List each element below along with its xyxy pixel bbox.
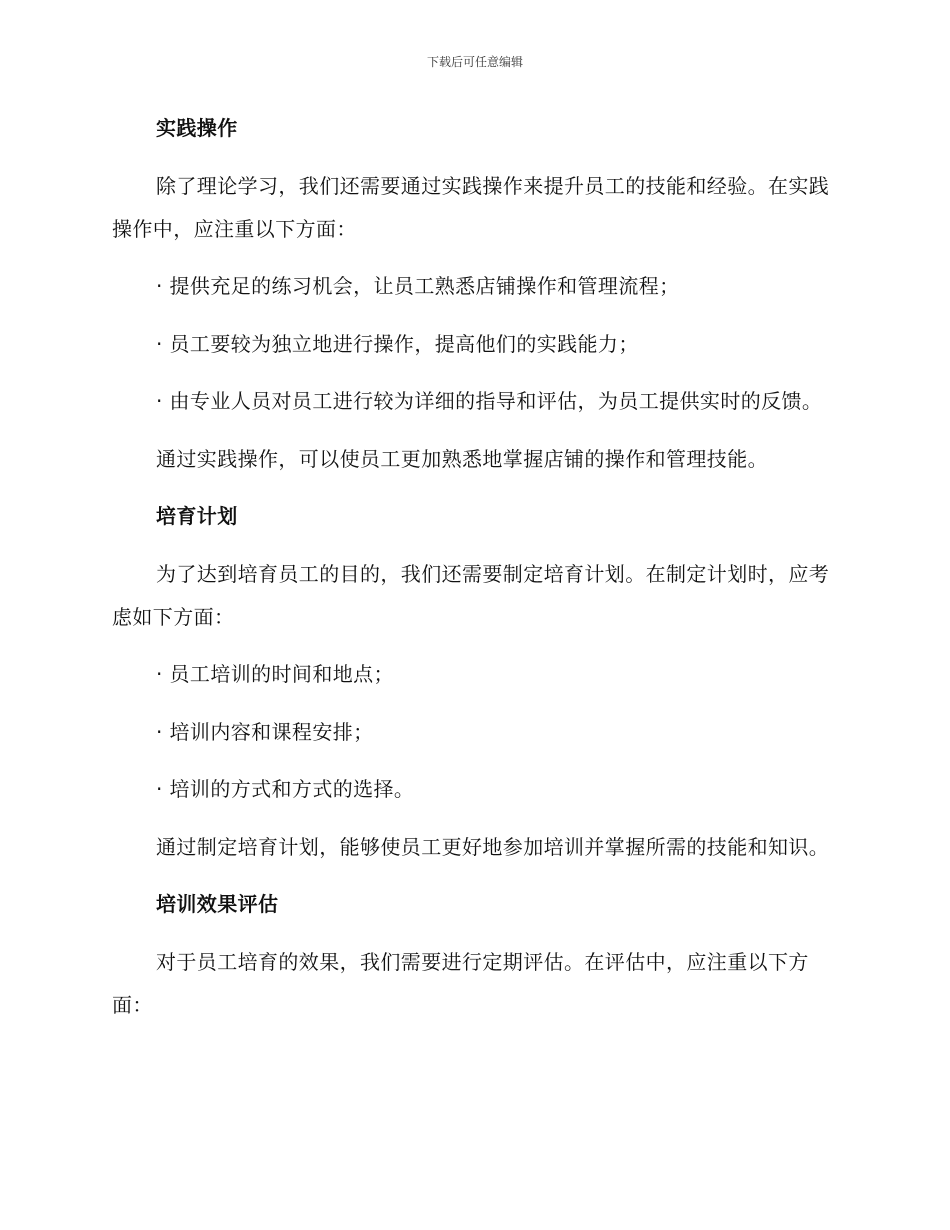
section-heading-practice: 实践操作 <box>156 116 238 140</box>
paragraph-plan-summary: 通过制定培育计划，能够使员工更好地参加培训并掌握所需的技能和知识。 <box>156 834 830 859</box>
paragraph-practice-intro: 除了理论学习，我们还需要通过实践操作来提升员工的技能和经验。在实践操作中，应注重以下方面： <box>112 173 830 241</box>
page-header: 下载后可任意编辑 <box>426 55 523 69</box>
bullet-item: · 员工要较为独立地进行操作，提高他们的实践能力； <box>156 331 639 356</box>
section-heading-evaluation: 培训效果评估 <box>156 892 279 916</box>
paragraph-practice-summary: 通过实践操作，可以使员工更加熟悉地掌握店铺的操作和管理技能。 <box>156 446 768 471</box>
paragraph-plan-intro: 为了达到培育员工的目的，我们还需要制定培育计划。在制定计划时，应考虑如下方面： <box>112 561 830 629</box>
paragraph-evaluation-intro: 对于员工培育的效果，我们需要进行定期评估。在评估中，应注重以下方面： <box>112 949 809 1017</box>
bullet-item: · 提供充足的练习机会，让员工熟悉店铺操作和管理流程； <box>156 274 680 298</box>
bullet-item: · 员工培训的时间和地点； <box>156 662 394 686</box>
section-heading-training-plan: 培育计划 <box>156 504 238 528</box>
bullet-item: · 由专业人员对员工进行较为详细的指导和评估，为员工提供实时的反馈。 <box>156 389 823 413</box>
bullet-item: · 培训的方式和方式的选择。 <box>156 777 415 801</box>
document-body <box>112 107 834 1041</box>
bullet-item: · 培训内容和课程安排； <box>156 719 374 744</box>
